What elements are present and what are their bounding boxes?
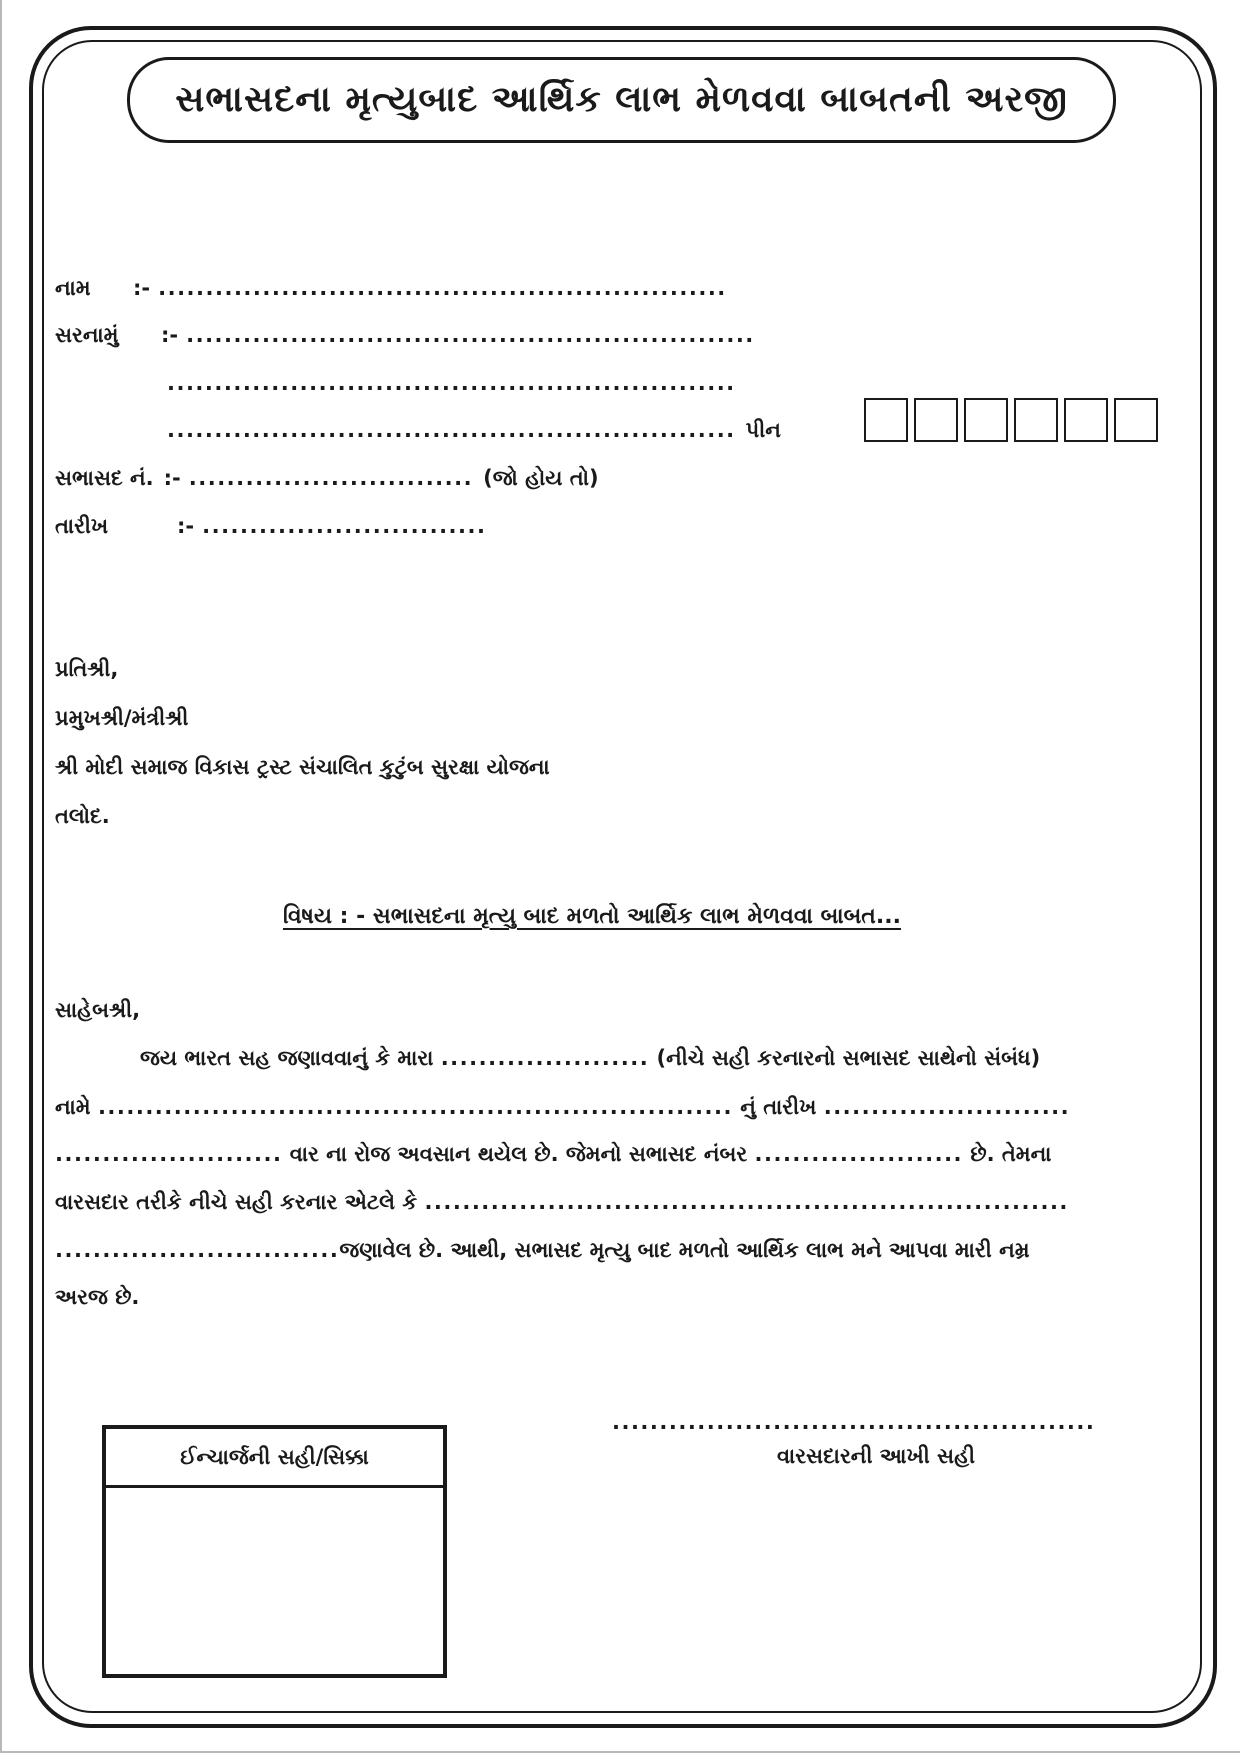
name-input-line[interactable]: ............................................................ xyxy=(158,276,727,300)
deceased-member-number-input-line[interactable]: ...................... xyxy=(754,1142,964,1166)
pin-digit-box[interactable] xyxy=(1114,398,1158,442)
member-number-note: (જો હોય તો) xyxy=(483,466,599,490)
recipient-line: શ્રી મોદી સમાજ વિકાસ ટ્રસ્ટ સંચાલિત કુટુંબ સુરક્ષા યોજના xyxy=(55,755,550,779)
pin-label: પીન xyxy=(745,418,781,442)
heir-signature-line[interactable]: ................................................... xyxy=(612,1410,1096,1434)
recipient-line: પ્રમુખશ્રી/મંત્રીશ્રી xyxy=(55,706,189,730)
member-number-label: સભાસદ નં. xyxy=(55,466,154,490)
separator: :- xyxy=(163,466,181,490)
body-line-4 xyxy=(55,1190,1069,1215)
weekday-input-line[interactable]: ........................ xyxy=(55,1142,283,1166)
date-field-row xyxy=(55,514,486,539)
body-text: વારસદાર તરીકે નીચે સહી કરનાર એટલે કે xyxy=(55,1190,418,1214)
body-text: નામે xyxy=(55,1095,91,1119)
separator: :- xyxy=(161,323,179,347)
separator: :- xyxy=(133,276,151,300)
member-number-row xyxy=(55,466,599,491)
title-banner xyxy=(127,57,1116,143)
salutation: સાહેબશ્રી, xyxy=(55,998,141,1022)
body-text: વાર ના રોજ અવસાન થયેલ છે. જેમનો સભાસદ નંબર xyxy=(289,1142,748,1166)
incharge-stamp-box xyxy=(102,1425,447,1678)
address-input-line-2[interactable]: ............................................................ xyxy=(167,371,736,395)
body-text: જણાવેલ છે. આથી, સભાસદ મૃત્યુ બાદ મળતો આર્થિક લાભ મને આપવા મારી નમ્ર xyxy=(339,1238,1030,1262)
pin-digit-box[interactable] xyxy=(914,398,958,442)
body-line-1 xyxy=(140,1046,1040,1071)
subject-line: વિષય : - સભાસદના મૃત્યુ બાદ મળતો આર્થિક લાભ મેળવવા બાબત... xyxy=(283,904,901,929)
date-label: તારીખ xyxy=(55,514,109,538)
heir-name-continued-input-line[interactable]: .............................. xyxy=(55,1238,340,1262)
recipient-line: પ્રતિશ્રી, xyxy=(55,657,119,681)
pin-digit-box[interactable] xyxy=(1064,398,1108,442)
body-line-6: અરજ છે. xyxy=(55,1285,140,1309)
separator: :- xyxy=(177,514,195,538)
heir-signature-label: વારસદારની આખી સહી xyxy=(776,1444,976,1468)
date-input-line[interactable]: .............................. xyxy=(202,514,487,538)
form-title: સભાસદના મૃત્યુબાદ આર્થિક લાભ મેળવવા બાબતની અરજી xyxy=(175,79,1068,120)
pin-digit-box[interactable] xyxy=(1014,398,1058,442)
address-line-3-row xyxy=(167,418,781,443)
page-edge xyxy=(0,0,2,1753)
address-field-row xyxy=(55,323,755,348)
body-text: (નીચે સહી કરનારનો સભાસદ સાથેનો સંબંધ) xyxy=(656,1046,1041,1070)
relation-input-line[interactable]: ...................... xyxy=(440,1046,650,1070)
stamp-signature-area[interactable] xyxy=(106,1488,443,1678)
member-number-input-line[interactable]: .............................. xyxy=(188,466,474,490)
body-text: છે. તેમના xyxy=(970,1142,1052,1166)
body-text: જય ભારત સહ જણાવવાનું કે મારા xyxy=(140,1046,434,1070)
address-label: સરનામું xyxy=(55,323,119,347)
address-line-2-row xyxy=(167,371,736,395)
pin-digit-box[interactable] xyxy=(864,398,908,442)
body-line-2 xyxy=(55,1095,1070,1120)
pin-digit-box[interactable] xyxy=(964,398,1008,442)
address-input-line-1[interactable]: ............................................................ xyxy=(186,323,755,347)
body-text: નું તારીખ xyxy=(740,1095,817,1119)
deceased-name-input-line[interactable]: ................................................................... xyxy=(97,1095,733,1119)
name-label: નામ xyxy=(55,276,91,300)
body-line-5 xyxy=(55,1238,1030,1263)
pin-code-boxes xyxy=(864,398,1158,442)
death-date-input-line[interactable]: .......................... xyxy=(823,1095,1071,1119)
stamp-box-header: ઈન્ચાર્જની સહી/સિક્કા xyxy=(106,1429,443,1488)
body-line-3 xyxy=(55,1142,1051,1167)
address-input-line-3[interactable]: ............................................................ xyxy=(167,418,736,442)
heir-name-input-line[interactable]: .................................................................... xyxy=(424,1190,1069,1214)
name-field-row xyxy=(55,276,727,301)
recipient-line: તલોદ. xyxy=(55,804,110,828)
